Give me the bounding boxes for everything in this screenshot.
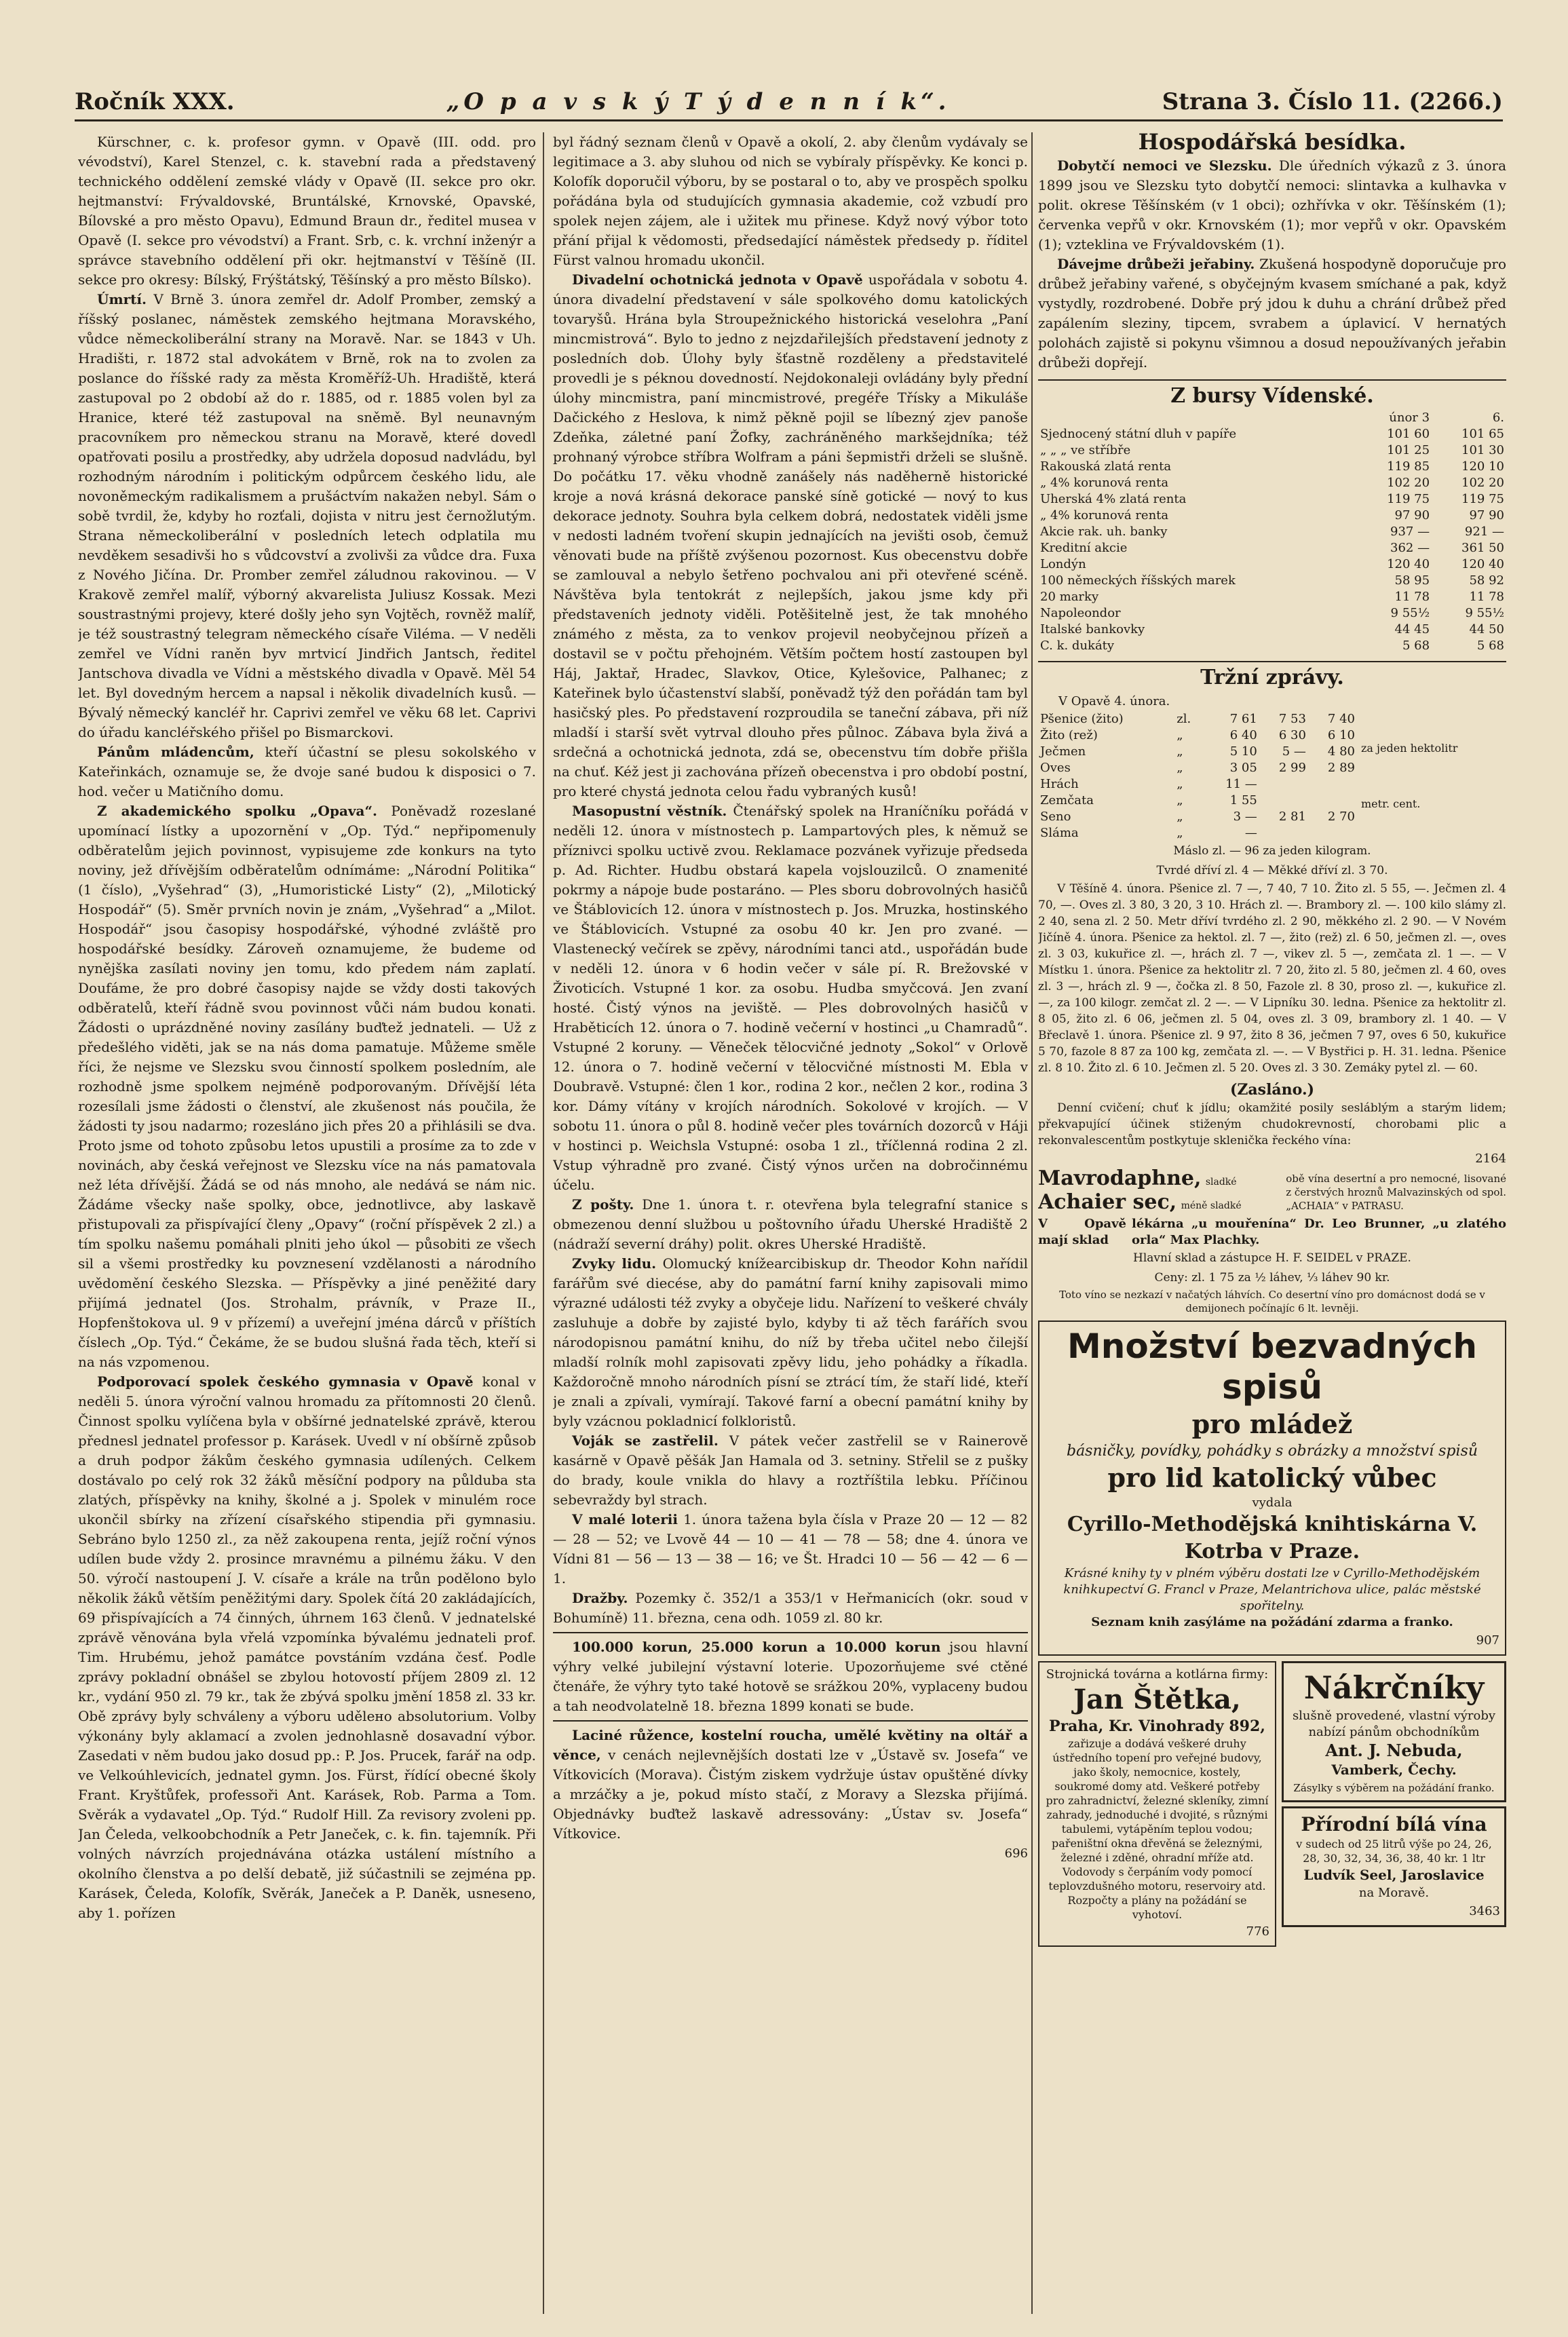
ad-headline: Nákrčníky (1303, 1669, 1485, 1706)
market-row (1038, 744, 1357, 760)
market-currency: „ (1177, 761, 1183, 775)
ad-text: Krásné knihy ty v plném výběru dostati lze v Cyrillo-Methodějském knihkupectví G. Francl v Praze, Melantrichova ulice, palác městské spořitelny. (1063, 1566, 1481, 1613)
article-heading: Dražby. (572, 1590, 628, 1606)
stock-header-cell (1038, 410, 1357, 426)
article-body: Zkušená hospodyně doporučuje pro drůbež jeřabiny vařené, s obyčejným kvasem smíchané a pak, když vystydly, rozdrobené. Dobře prý jdou k duhu a chrání drůbež před zapálením sleziny, tipcem, svrabem a úplavicí. V hernatých polohách zajistě si pokynu všimnou a dosud nepoužívaných jeřabin drůbeži dopřejí. (1038, 256, 1506, 370)
stock-price: 362 — (1390, 541, 1430, 555)
stock-price: 97 90 (1469, 508, 1504, 522)
article-body: Dle úředních výkazů z 3. února 1899 jsou ve Slezsku tyto dobytčí nemoci: slintavka a kulhavka v polit. okrese Těšínském (v 1 obci); ozhřívka v okr. Těšínském (1); červenka vepřů v okr. Krnovském (1); mor vepřů v okr. Opavském (1); vzteklina ve Frývaldovském (1). (1038, 157, 1506, 252)
article-heading: 100.000 korun, 25.000 korun a 10.000 korun (572, 1639, 941, 1655)
wine-sweetness: méně sladké (1181, 1200, 1242, 1211)
ad-text: Seznam knih zasýláme na požádání zdarma a franko. (1091, 1615, 1453, 1629)
stock-row (1038, 556, 1506, 573)
notice-number: 696 (1004, 1846, 1028, 1861)
article-continuation: byl řádný seznam členů v Opavě a okolí, 2. aby členům vydávaly se legitimace a 3. aby sluhou od nich se vybíraly příspěvky. Ke konci p. Kolofík doporučil výboru, by se postaral o to, aby ve prospěch spolku pořádána byla od studujících gymnasia akademie, což vzbudí pro spolek nejen zájem, ale i užitek mu přinese. Když nový výbor toto přání přijal k vědomosti, předsedající náměstek předsedy p. říditel Fürst valnou hromadu ukončil. (553, 134, 1028, 268)
stock-price: 5 68 (1476, 639, 1504, 653)
market-price: 1 55 (1229, 793, 1257, 808)
stock-price: 44 50 (1469, 622, 1504, 636)
volume-label: Ročník XXX. (75, 88, 235, 115)
stock-price: 120 10 (1461, 459, 1504, 474)
market-currency: „ (1177, 744, 1183, 759)
divider (553, 1720, 1028, 1722)
ad-name: Ant. J. Nebuda, (1325, 1741, 1463, 1760)
market-price: 6 10 (1327, 728, 1355, 742)
stock-price: 58 92 (1469, 573, 1504, 588)
article-heading: Dávejme drůbeži jeřabiny. (1057, 256, 1255, 272)
article-heading: V malé loterii (572, 1511, 678, 1527)
stock-name: Sjednocený státní dluh v papíře (1040, 427, 1237, 441)
stock-row (1038, 524, 1506, 540)
market-commodity: Pšenice (žito) (1040, 712, 1124, 726)
market-currency: „ (1177, 728, 1183, 742)
stock-name: „ 4% korunová renta (1040, 508, 1169, 522)
wine-prices: Ceny: zl. 1 75 za ½ láhev, ⅓ láhev 90 kr. (1154, 1271, 1390, 1285)
wine-item (1038, 1192, 1280, 1216)
article-auctions (553, 1589, 1028, 1628)
ad-text: Strojnická továrna a kotlárna firmy: (1046, 1667, 1269, 1682)
article-carnival (553, 801, 1028, 1195)
article-heading: Voják se zastřelil. (572, 1432, 719, 1449)
market-unit: za jeden hektolitr (1361, 742, 1458, 755)
market-row (1038, 809, 1357, 825)
market-price (1308, 825, 1357, 841)
market-row (1038, 727, 1357, 744)
market-block (1038, 711, 1506, 841)
stock-price: 921 — (1464, 525, 1504, 539)
market-currency: zl. (1177, 712, 1191, 726)
market-price: 2 99 (1278, 761, 1306, 775)
stock-price: 5 68 (1402, 639, 1430, 653)
stock-row (1038, 622, 1506, 638)
market-row (1038, 711, 1357, 727)
notice-rosaries (553, 1726, 1028, 1844)
stock-name: Napoleondor (1040, 606, 1121, 620)
ad-number: 3463 (1469, 1904, 1500, 1918)
column-divider (543, 132, 544, 2314)
stock-row (1038, 540, 1506, 556)
article-heading: Masopustní věstník. (572, 803, 727, 819)
ad-text: básničky, povídky, pohádky s obrázky a množství spisů (1066, 1443, 1478, 1460)
article-body: Pozemky č. 352/1 a 353/1 v Heřmanicích (okr. soud v Bohumíně) 11. března, cena odh. 1059 zl. 80 kr. (553, 1590, 1028, 1626)
ad-number: 776 (1246, 1924, 1269, 1939)
article-heading: Úmrtí. (97, 291, 147, 307)
column-3 (1038, 132, 1506, 2314)
article-lottery (553, 1510, 1028, 1589)
ad-headline: Množství bezvadných spisů (1067, 1327, 1477, 1407)
market-commodity: Sláma (1040, 826, 1079, 840)
stock-row (1038, 426, 1506, 442)
stock-price: 58 95 (1394, 573, 1430, 588)
article-heading: Dobytčí nemoci ve Slezsku. (1057, 157, 1272, 174)
stock-row (1038, 508, 1506, 524)
article-cattle-diseases (1038, 156, 1506, 254)
article-customs (553, 1254, 1028, 1431)
ad-subheadline: pro lid katolický vůbec (1107, 1462, 1437, 1493)
market-other-cities: V Těšíně 4. února. Pšenice zl. 7 —, 7 40, 7 10. Žito zl. 5 55, —. Ječmen zl. 4 70, —. Oves zl. 3 80, 3 20, 3 10. Hrách zl. —. Brambory zl. —. 100 kilo slámy zl. 2 40, sena zl. 2 50. Metr dříví tvrdého zl. 2 90, měkkého zl. 2 90. — V Novém Jičíně 4. února. Pšenice za hektol. zl. 7 —, žito (rež) zl. 6 50, ječmen zl. —, oves zl. 3 03, kukuřice zl. —, hrách zl. 7 —, vikev zl. 5 —, zemčata zl. 1 —. — V Místku 1. února. Pšenice za hektolitr zl. 7 20, žito zl. 5 80, ječmen zl. 4 60, oves zl. 3 —, hrách zl. 9 —, čočka zl. 8 50, Fazole zl. 8 30, proso zl. —, kukuřice zl. —, za 100 kilogr. zemčat zl. 2 —. — V Lipníku 30. ledna. Pšenice za hektolitr zl. 8 05, žito zl. 6 06, ječmen zl. 5 04, oves zl. 3 09, brambory zl. 1 40. — V Břeclavě 1. února. Pšenice zl. 9 97, žito 8 36, ječmen 7 97, oves 6 50, kukuřice 5 70, fazole 8 87 za 100 kg, zemčata zl. —. — V Bystřici p. H. 31. ledna. Pšenice zl. 8 10. Žito zl. 6 10. Ječmen zl. 5 20. Oves zl. 3 30. Zemáky pytel zl. — 60. (1038, 882, 1506, 1075)
market-price (1308, 793, 1357, 809)
market-row (1038, 825, 1357, 841)
article-body: v cenách nejlevnějších dostati lze v „Ústavě sv. Josefa“ ve Vítkovicích (Morava). Čistým ziskem vydržuje ústav opuštěné dívky a mrzáčky a je, pokud místo stačí, z Moravy a Slezska přijímá. Objednávky buďtež laskavě adressovány: „Ústav sv. Josefa“ Vítkovice. (553, 1747, 1028, 1842)
market-butter: Máslo zl. — 96 za jeden kilogram. (1173, 844, 1371, 858)
market-table (1038, 711, 1357, 841)
ad-right-stack (1282, 1661, 1506, 1947)
market-price: 4 80 (1327, 744, 1355, 759)
stock-name: 100 německých říšských marek (1040, 573, 1236, 588)
stock-row (1038, 491, 1506, 508)
stock-name: C. k. dukáty (1040, 639, 1115, 653)
stock-name: Akcie rak. uh. banky (1040, 525, 1168, 539)
market-price: 3 05 (1229, 761, 1257, 775)
ad-name: Ludvík Seel, Jaroslavice (1303, 1867, 1485, 1883)
article-body: kteří účastní se plesu sokolského v Kateřinkách, oznamuje se, že dvoje sané budou k disposici o 7. hod. večer u Matičního domu. (78, 744, 536, 799)
stock-row (1038, 589, 1506, 605)
stock-price: 120 40 (1387, 557, 1430, 571)
market-price: 6 30 (1278, 728, 1306, 742)
stock-price: 9 55½ (1390, 606, 1430, 620)
market-price (1308, 776, 1357, 793)
article-body: 1. února tažena byla čísla v Praze 20 — 12 — 82 — 28 — 52; ve Lvově 44 — 10 — 41 — 78 — 58; dne 4. února ve Vídni 81 — 56 — 13 — 38 — 16; ve Št. Hradci 10 — 56 — 42 — 6 — 1. (553, 1511, 1028, 1586)
article-academic-club (78, 801, 536, 1372)
market-price (1259, 825, 1308, 841)
market-price: 7 40 (1327, 712, 1355, 726)
market-currency: „ (1177, 777, 1183, 791)
stock-price: 11 78 (1469, 590, 1504, 604)
market-price: — (1244, 826, 1257, 840)
wine-item (1038, 1168, 1280, 1192)
ad-address: Praha, Kr. Vinohrady 892, (1049, 1717, 1265, 1735)
market-city: V Opavě 4. února. (1058, 694, 1170, 708)
wine-stockists (1038, 1216, 1506, 1249)
ad-text: vydala (1252, 1496, 1293, 1510)
stock-price: 119 85 (1387, 459, 1430, 474)
market-commodity: Oves (1040, 761, 1071, 775)
article-body: Poněvadž rozeslané upomínací lístky a upozornění v „Op. Týd.“ nepřipomenuly odběratelům jejich povinnost, vypisujeme zde konkurs na tyto noviny, jež dřívějším odběratelům odnímáme: „Národní Politika“ (1 číslo), „Vyšehrad“ (3), „Humoristické Listy“ (2), „Milotický Hospodář“ (5). Směr prvních novin je znám, „Vyšehrad“ a „Milot. Hospodář“ jsou časopisy hospodářské, výhodné zvláště pro hospodářské besídky. Zároveň oznamujeme, že budeme od nynějška zasílati noviny jen tomu, kdo předem nám zaplatí. Doufáme, že pro dobré časopisy najde se vždy dosti takových odběratelů, kteří řádně svou povinnost vůči nám budou konati. Žádosti o uprázdněné noviny zasílány buďtež jednateli. — Už z předešlého viděti, jak se na nás doma pamatuje. Můžeme směle říci, že nejsme ve Slezsku svou činností spolkem posledním, ale rozhodně jsme spolkem nejméně podporovaným. Dřívější léta rozesílali jsme žádosti o členství, ale zkušenost nás poučila, že žádosti ty jsou nadarmo; rozesláno jich přes 20 a přihlásili se dva. Proto jsme od tohoto způsobu letos upustili a prosíme za to zde v novinách, aby česká veřejnost ve Slezsku více na nás pamatovala než léta dřívější. Žádá se od nás mnoho, ale nedává se nám nic. Žádáme všecky naše spolky, obce, jednotlivce, aby laskavě přistupovali za přispívající členy „Opavy“ (roční příspěvek 2 zl.) a tím spolku našemu pomáhali plniti jeho úkol — působiti ze všech sil a všemi prostředky ku povznesení vzdělanosti a národního uvědomění českého Slezska. — Příspěvky a jiné peněžité dary přijímá jednatel (Jos. Strohalm, právník, v Praze II., Hopfenštokova ul. 9 v přízemí) a uveřejní jména dárců v příštích číslech „Op. Týd.“ Čekáme, že se budou slušná řada těch, kteří si na nás vzpomenou. (78, 803, 536, 1370)
stock-name: Rakouská zlatá renta (1040, 459, 1172, 474)
article-bachelors (78, 742, 536, 801)
market-wood: Tvrdé dříví zl. 4 — Měkké dříví zl. 3 70. (1156, 864, 1388, 877)
article-deaths (78, 290, 536, 742)
stock-name: Kreditní akcie (1040, 541, 1128, 555)
divider (553, 1632, 1028, 1633)
stock-table (1038, 410, 1506, 654)
wine-name: Mavrodaphne, (1038, 1166, 1202, 1190)
main-distributor: Hlavní sklad a zástupce H. F. SEIDEL v PRAZE. (1133, 1251, 1411, 1265)
wine-note: Toto víno se nezkazí v načatých láhvích. Co desertní víno pro domácnost dodá se v demijonech počínajíc 6 lt. levněji. (1059, 1289, 1485, 1314)
ad-nakrcniky (1282, 1661, 1506, 1802)
article-poultry (1038, 254, 1506, 373)
ad-place: Vamberk, Čechy. (1331, 1762, 1457, 1778)
stock-price: 119 75 (1387, 492, 1430, 506)
stock-price: 102 20 (1387, 476, 1430, 490)
ad-subheadline: pro mládež (1191, 1409, 1353, 1439)
market-price: 2 70 (1327, 810, 1355, 824)
article-heading: Z akademického spolku „Opava“. (97, 803, 377, 819)
market-currency: „ (1177, 826, 1183, 840)
market-currency: „ (1177, 793, 1183, 808)
stock-row (1038, 638, 1506, 654)
market-row (1038, 793, 1357, 809)
ad-wine (1282, 1806, 1506, 1927)
market-price: 2 89 (1327, 761, 1355, 775)
ad-number: 2164 (1475, 1152, 1506, 1166)
ad-headline: Přírodní bílá vína (1301, 1813, 1487, 1836)
article-heading: Pánům mládencům, (97, 744, 254, 760)
stock-row (1038, 459, 1506, 475)
article-body: konal v neděli 5. února výroční valnou hromadu za přítomnosti 20 členů. Činnost spolku vylíčena byla v obšírné jednatelské zprávě, kterou přednesl jednatel professor p. Karásek. Uvedl v ní obšírně způsob a druh podpor žákům českého gymnasia udílených. Celkem dostávalo po celý rok 32 žáků měsíční podpory na půlduba sta zlatých, příspěvky na knihy, školné a j. Spolek v minulém roce ukončil sbírky na zřízení císařského stipendia při gymnasiu. Sebráno bylo 1250 zl., za něž zakoupena renta, jejíž roční výnos udílen bude vždy 2. prosince mravnému a pilnému žáku. V den 50. výročí nastoupení J. V. císaře a krále na trůn podělono bylo několik žáků větším peněžitými dary. Spolek čítá 20 zakládajících, 69 přispívajících a 74 činných, úhrnem 163 členů. V jednatelské zprávě věnována byla vřelá vzpomínka bývalému jednateli prof. Tim. Hrubému, jehož památce povstáním vzdána česť. Podle zprávy pokladní obnášel se zbylou hotovostí příjem 2809 zl. 12 kr., vydání 950 zl. 79 kr., tak že zbývá spolku jmění 1858 zl. 33 kr. Obě zprávy byly schváleny a výboru udělено absolutorium. Volby výkonány byly aklamací a zvolen jednohlasně dosavadní výbor. Zasedati v něm budou jako dosud pp.: P. Jos. Prucek, farář na odp. ve Velkoúhlevicích, jednatel gymn. Jos. Fürst, řídící obecné školy Frant. Kryštůfek, professoři Ant. Karásek, Rob. Parma a Tom. Svěrák a vydavatel „Op. Týd.“ Rudolf Hill. Za revisory zvoleni pp. Jan Čeleda, velkoobchodník a Petr Janeček, c. k. fin. tajemník. Při volných návrzích projednávána otázka ustálení místního a okolního členstva a po delší debatě, již súčastnili se zejména pp. Karásek, Čeleda, Kolofík, Svěrák, Janeček a P. Daněk, usneseno, aby 1. pořízen (78, 1373, 536, 1921)
section-title: (Zasláno.) (1229, 1081, 1315, 1099)
column-2 (553, 132, 1028, 2314)
stock-price: 119 75 (1461, 492, 1504, 506)
article-body: V Brně 3. února zemřel dr. Adolf Promber, zemský a říšský poslanec, náměstek zemského hejtmana Moravského, vůdce německoliberální strany na Moravě. Nar. se 1843 v Uh. Hradišti, r. 1872 stal advokátem v Brně, rok na to zvolen za poslance do říšské rady za města Kroměříž-Uh. Hradiště, která zastupoval po 2 období až do r. 1885, od r. 1885 volen byl za Hranice, které též zastupoval na sněmě. Byl neunavným pracovníkem pro německou stranu na Moravě, které dovedl opatřovati posilu a prostředky, aby udržela doposud nadvládu, byl rozhodným národním i politickým odpůrcem českého lidu, ale novoněmeckým radikalismem a prušáctvím nakažen nebyl. Sám o sobě tvrdil, že, kdyby ho rozťali, dojista v nitru jest černožlutým. Strana německoliberální v posledních letech odplatila mu nevděkem sesadivši ho s vůdcovství a zvolivši za vůdce dra. Fuxa z Nového Jičína. Dr. Promber zemřel záludnou rakovinou. — V Krakově zemřel malíř, výborný akvarelista Juliusz Kossak. Mezi soustrastnými projevy, které došly jeho syn Vojtěch, rovněž malíř, je též soustrastný telegram německého císaře Viléma. — V neděli zemřel ve Vídni raněn byv mrtvicí Jindřich Jantsch, ředitel Jantschova divadla ve Vídni a městského divadla v Opavě. Měl 54 let. Byl dovedným hercem a napsal i několik divadelních kusů. — Bývalý německý kancléř hr. Caprivi zemřel ve věku 68 let. Caprivi do úřadu kancléřského přišel po Bismarckovi. (78, 291, 536, 740)
article-heading: Podporovací spolek českého gymnasia v Opavě (97, 1373, 474, 1390)
section-title: Hospodářská besídka. (1138, 132, 1407, 155)
article-gymnasium-club (78, 1372, 536, 1923)
stock-price: 101 65 (1461, 427, 1504, 441)
stock-price: 9 55½ (1465, 606, 1504, 620)
article-body: uspořádala v sobotu 4. února divadelní představení v sále spolkového domu katolických tovaryšů. Hrána byla Stroupežnického historická veselohra „Paní mincmistrová“. Bylo to jedno z nejzdařilejších představení jednoty z posledních dob. Úlohy byly šťastně rozděleny a představitelé provedli je s péknou dovedností. Nejdokonaleji ovládány byly přední úlohy mincmistra, paní mincmistrové, pregéře Třísky a Mikuláše Dačického z Heslova, k nimž pěkně pojil se líbezný zjev panoše Zdeňka, záletné paní Žofky, zachráněného markšejdníka; též prohnaný výrobce stříbra Wolfram a páni šepmistři drželi se slušně. Do počátku 17. věku vhodně zanášely nás naděherně historické kroje a nová krásná dekorace panské síně gotické — nový to kus dekorace jednoty. Souhra byla celkem dobrá, nedostatek viděli jsme v nedosti ladném tvoření skupin jednajících na jevišti osob, čemuž věnovati bude na příště zvýšenou pozornost. Kus obecenstvu dobře se zamlouval a nebylo šetřeno pochvalou ani při otevřené scéně. Návštěva byla tentokrát z nejlepších, jakou jsme kdy při představeních jednoty viděli. Potěšitelně jest, že tak mnohého známého z města, za to venkov projevil neobyčejnou přízeň a dostavil se v počtu přehojném. Větším počtem hostí zastoupen byl Háj, Jaktař, Hradec, Slavkov, Otice, Kylešovice, Palhanec; z Kateřinek bylo účastenství slabší, poněvadž týž den pořádán tam byl hasičský ples. Po představení rozproudila se taneční zábava, při níž mladší i starší svět vytrval dlouho přes půlnoc. Zábava byla živá a srdečná a ochotnická jednota, zdá se, obecenstvu tím dobře přišla na chuť. Kéž jest ji zachována přízeň obecenstva i pro období postní, pro které chystá jednota celou řadu vybraných kusů! (553, 271, 1028, 799)
market-units (1357, 741, 1457, 812)
market-price: 7 53 (1278, 712, 1306, 726)
stock-price: 11 78 (1394, 590, 1430, 604)
ad-place: na Moravě. (1358, 1886, 1430, 1900)
stock-header-cell: 6. (1492, 411, 1504, 425)
market-price: 11 — (1225, 777, 1257, 791)
wine-description: obě vína desertní a pro nemocné, lisované z čerstvých hroznů Malvazinských od spol. „ACHAIA“ v PATRASU. (1286, 1173, 1506, 1212)
market-commodity: Hrách (1040, 777, 1079, 791)
article-body: Čtenářský spolek na Hraníčníku pořádá v neděli 12. února v místnostech p. Lampartových ples, k němuž se příznivci spolku uctivě zvou. Reklamace pozvánek vyřizuje předseda p. Ad. Richter. Hudbu obstará kapela vojslouzilců. O znamenité pokrmy a nápoje bude postaráno. — Ples sboru dobrovolných hasičů ve Štáblovicích 12. února v místnostech p. Jos. Mruzka, hostinského ve Štáblovicích. Vstupné za osobu 40 kr. Jen pro zvané. — Vlastenecký večírek se zpěvy, národními tanci atd., uspořádán bude v neděli 12. února v 6 hodin večer v sále pí. R. Brežovské v Životicích. Vstupné 1 kor. za osobu. Hudba smyčcová. Jen zvaní hosté. Čistý výnos na jeviště. — Ples dobrovolných hasičů v Hraběticích 12. února o 7. hodině večerní v hostinci „u Chamradů“. Vstupné 2 koruny. — Věneček tělocvičné jednoty „Sokol“ v Orlově 12. února o 7. hodině večerní v tělocvičné místnosti M. Ebla v Doubravě. Vstupné: člen 1 kor., rodina 2 kor., nečlen 2 kor., rodina 3 kor. Dámy vítány v krojích národních. Sokolové v krojích. — V sobotu 11. února o půl 8. hodině večer ples továrních dozorců v Háji v hostinci p. Weichsla Vstupné: osoba 1 zl., tříčlenná rodina 2 zl. Vstup výhradně pro zvané. Čistý výnos určen na dobročinnému účelu. (553, 803, 1028, 1193)
market-price: 7 61 (1229, 712, 1257, 726)
page-number: Strana 3. Číslo 11. (2266.) (1162, 88, 1503, 115)
market-price: 3 — (1233, 810, 1257, 824)
article-body: Dne 1. února t. r. otevřena byla telegrafní stanice s obmezenou denní službou u poštovního úřadu Uherské Hradiště 2 (nádraží severní dráhy) polit. okres Uherské Hradiště. (553, 1196, 1028, 1252)
stock-price: 361 50 (1461, 541, 1504, 555)
stock-header-cell: únor 3 (1389, 411, 1430, 425)
ad-text: v sudech od 25 litrů výše po 24, 26, 28, 30, 32, 34, 36, 38, 40 kr. 1 ltr (1296, 1838, 1492, 1865)
wine-ad-text: Denní cvičení; chuť k jídlu; okamžité posily sesláblým a starým lidem; překvapující účinek stiženým chudokrevností, chorobami plic a rekonvalescentům postkytuje sklenička řeckého vína: (1038, 1101, 1506, 1147)
stock-header-row (1038, 410, 1506, 426)
stock-name: Uherská 4% zlatá renta (1040, 492, 1187, 506)
wine-ad (1038, 1168, 1506, 1216)
stock-name: „ 4% korunová renta (1040, 476, 1169, 490)
wine-sweetness: sladké (1205, 1177, 1237, 1188)
article-heading: Zvyky lidu. (572, 1255, 657, 1272)
stock-price: 101 60 (1387, 427, 1430, 441)
page-header (75, 81, 1503, 121)
market-price (1259, 793, 1308, 809)
newspaper-title: „O p a v s k ý T ý d e n n í k“. (446, 88, 951, 115)
stockist-label: V Opavě mají sklad (1038, 1217, 1126, 1247)
article-body: jsou hlavní výhry velké jubilejní výstavní loterie. Upozorňujeme své ctěné čtenáře, že výhry tyto také hotově se srážkou 20%, vyplaceny budou a tah neodvolatelně 18. března 1899 konati se bude. (553, 1639, 1028, 1714)
article-body: Olomucký knížearcibiskup dr. Theodor Kohn nařídil farářům své diecése, aby do památní farní knihy zapisovali mimo výrazné události též zvyky a obyčeje lidu. Nařízení to veškeré chvály zasluhuje a dobře by zajisté bylo, kdyby ti až těch farářích svou národopisnou památní knihu, do níž by třeba učitel nebo čilejší mladší rolník mohl zapisovati zpěvy lidu, jeho pohádky a říkadla. Každoročně mnoho národních písní se ztrácí tím, že staří lidé, kteří je znali a zpívali, vymírají. Takové farní a obecní památní knihy by byly vzácnou pokladnicí folkloristů. (553, 1255, 1028, 1429)
ad-publisher: Cyrillo-Methodějská knihtiskárna V. Kotrba v Praze. (1067, 1513, 1478, 1563)
market-price: 5 10 (1229, 744, 1257, 759)
stock-price: 102 20 (1461, 476, 1504, 490)
market-commodity: Seno (1040, 810, 1071, 824)
ad-row (1038, 1661, 1506, 1947)
stock-price: 101 25 (1387, 443, 1430, 457)
market-commodity: Ječmen (1040, 744, 1086, 759)
stock-price: 44 45 (1394, 622, 1430, 636)
ad-text: Zásylky s výběrem na požádání franko. (1293, 1782, 1495, 1794)
ad-number: 907 (1476, 1633, 1499, 1648)
stock-price: 120 40 (1461, 557, 1504, 571)
article-theatre (553, 270, 1028, 801)
market-row (1038, 760, 1357, 776)
article-post (553, 1195, 1028, 1254)
market-price (1259, 776, 1308, 793)
stock-name: Londýn (1040, 557, 1086, 571)
stock-name: Italské bankovky (1040, 622, 1145, 636)
wine-name: Achaier sec, (1038, 1190, 1177, 1214)
ad-stetka (1038, 1661, 1276, 1947)
article-soldier (553, 1431, 1028, 1510)
stock-row (1038, 573, 1506, 589)
stock-price: 937 — (1390, 525, 1430, 539)
notice-jubilee-lottery (553, 1637, 1028, 1716)
market-row (1038, 776, 1357, 793)
article-body: V pátek večer zastřelil se v Rainerově kasárně v Opavě pěšák Jan Hamala od 3. setniny. Střelil se z pušky do brady, koule vnikla do hlavy a roztříštila lebku. Příčinou sebevraždy byl strach. (553, 1432, 1028, 1508)
stock-row (1038, 475, 1506, 491)
stock-row (1038, 442, 1506, 459)
wine-names (1038, 1168, 1280, 1216)
stock-name: „ „ „ ve stříbře (1040, 443, 1131, 457)
stock-name: 20 marky (1040, 590, 1099, 604)
market-price: 2 81 (1278, 810, 1306, 824)
ad-books (1038, 1320, 1506, 1656)
section-title: Z bursy Vídenské. (1038, 379, 1506, 406)
market-currency: „ (1177, 810, 1183, 824)
stock-price: 101 30 (1461, 443, 1504, 457)
section-title: Tržní zprávy. (1038, 661, 1506, 687)
ad-text: zařizuje a dodává veškeré druhy ústředního topení pro veřejné budovy, jako školy, nemocnice, kostely, soukromé domy atd. Veškeré potřeby pro zahradnictví, železné skleníky, zimní zahrady, jednoduché i dvojité, s různými tabulemi, vytápěním teplou vodou; pařeništní okna dřevěná se železnými, železné i zděné, ohradní mříže atd. Vodovody s čerpáním vody pomocí teplovzdušného motoru, reservoiry atd. Rozpočty a plány na požádání se vyhotoví. (1046, 1737, 1269, 1921)
market-price: 5 — (1282, 744, 1306, 759)
stock-price: 97 90 (1394, 508, 1430, 522)
market-price: 6 40 (1229, 728, 1257, 742)
market-commodity: Zemčata (1040, 793, 1094, 808)
stock-row (1038, 605, 1506, 622)
market-commodity: Žito (rež) (1040, 728, 1098, 742)
ad-text: slušně provedené, vlastní výroby nabízí pánům obchodníkům (1292, 1709, 1496, 1739)
article-heading: Laciné růžence, kostelní roucha, umělé květiny na oltář a věnce, (553, 1727, 1028, 1763)
article-appointment: Kürschner, c. k. profesor gymn. v Opavě (III. odd. pro vévodství), Karel Stenzel, c. k. stavební rada a představený technického oddělení zemské vlády v Opavě (II. sekce pro okr. hejtmanství: Frývaldovské, Bruntálské, Krnovské, Opavské, Bílovské a pro město Opavu), Edmund Braun dr., ředitel musea v Opavě (I. sekce pro vévodství) a Frant. Srb, c. k. vrchní inženýr a správce stavebního oddělení při okr. hejtmanství v Těšíně (II. sekce pro okresy: Bílský, Frýštátský, Těšínský a pro město Bílsko). (78, 134, 536, 288)
stockist-list: lékárna „u mouřenína“ Dr. Leo Brunner, „u zlatého orla“ Max Plachky. (1132, 1217, 1506, 1247)
column-1 (78, 132, 536, 2314)
article-heading: Divadelní ochotnická jednota v Opavě (572, 271, 863, 288)
market-unit: metr. cent. (1361, 797, 1421, 810)
ad-headline: Jan Štětka, (1073, 1684, 1241, 1715)
column-divider (1031, 132, 1033, 2314)
article-heading: Z pošty. (572, 1196, 634, 1213)
